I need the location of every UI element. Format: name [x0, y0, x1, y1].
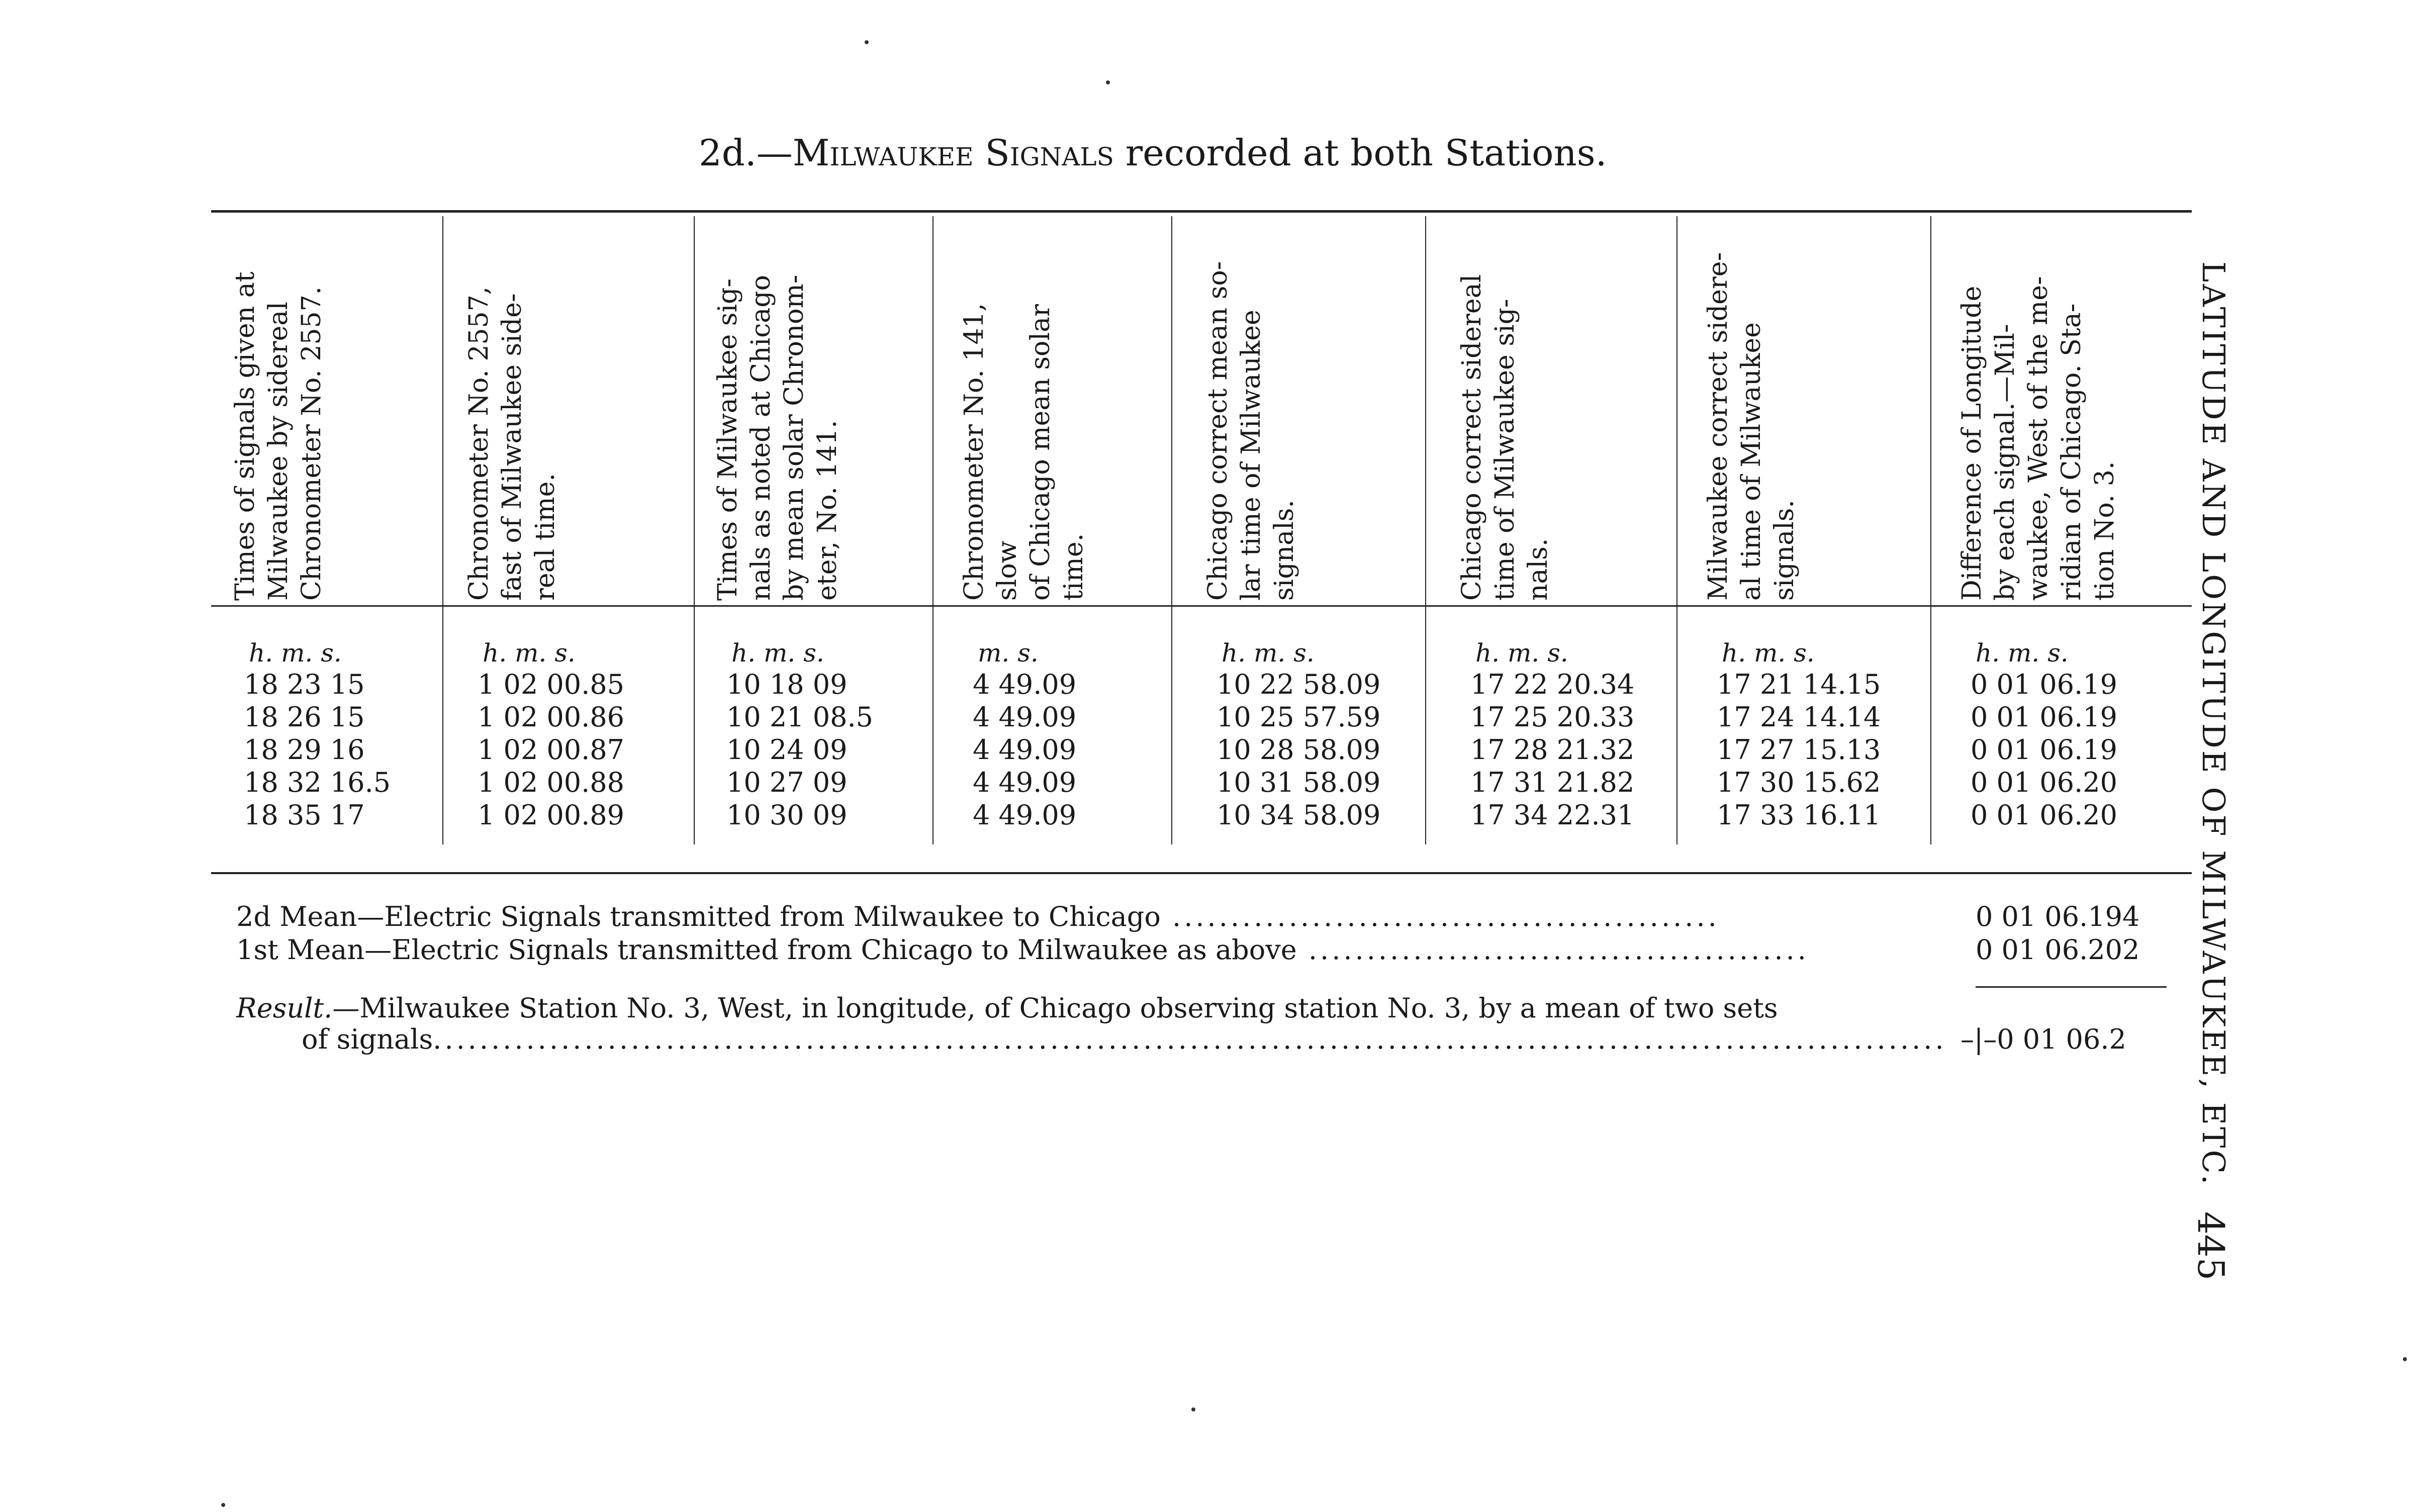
scan-speck [1106, 80, 1110, 84]
column-header-line: Chronometer No. 2557. [297, 286, 327, 601]
column-header-line: tion No. 3. [2090, 461, 2120, 601]
mean-2d-value: 0 01 06.194 [1976, 901, 2140, 932]
column-units: h. m. s. [249, 638, 342, 668]
column-header-line: Times of signals given at [230, 271, 260, 601]
scan-speck [865, 40, 869, 44]
column-separator [1930, 216, 1931, 844]
table-cell: 18 23 15 [244, 669, 365, 700]
column-header-line: signals. [1769, 500, 1800, 601]
column-header-3 [711, 239, 922, 601]
column-separator [1171, 216, 1172, 844]
mean-1st-label: 1st Mean—Electric Signals transmitted from Chicago to Milwaukee as above ........................................... [236, 934, 1809, 966]
column-header-line: time of Milwaukee sig- [1490, 299, 1520, 601]
scan-speck [2403, 1357, 2407, 1361]
table-cell: 10 21 08.5 [726, 701, 873, 733]
header-bottom-rule [211, 605, 2192, 607]
table-bottom-rule [211, 872, 2192, 874]
table-cell: 10 22 58.09 [1217, 669, 1381, 700]
table-cell: 0 01 06.20 [1971, 799, 2117, 831]
column-units: h. m. s. [483, 638, 576, 668]
result-text-continued: of signals.................................................................................................................................. [302, 1023, 1947, 1055]
column-header-1 [229, 239, 440, 601]
table-cell: 4 49.09 [973, 767, 1077, 798]
table-title: 2d.—Milwaukee Signals recorded at both Stations. [699, 132, 1607, 174]
column-header-2 [462, 239, 674, 601]
result-rule [1976, 986, 2167, 988]
table-cell: 10 24 09 [726, 734, 848, 766]
table-cell: 1 02 00.89 [478, 799, 624, 831]
table-cell: 1 02 00.86 [478, 701, 624, 733]
column-header-line: Chronometer No. 2557, [464, 286, 494, 601]
column-header-7 [1702, 239, 1913, 601]
table-cell: 10 25 57.59 [1217, 701, 1381, 733]
column-units: h. m. s. [1976, 638, 2069, 668]
table-cell: 4 49.09 [973, 799, 1077, 831]
mean-1st-value: 0 01 06.202 [1976, 934, 2140, 966]
table-cell: 0 01 06.19 [1971, 734, 2117, 766]
column-separator [932, 216, 933, 844]
table-cell: 18 29 16 [244, 734, 365, 766]
table-cell: 17 28 21.32 [1470, 734, 1635, 766]
column-header-line: fast of Milwaukee side- [497, 293, 527, 601]
page-number: 445 [2190, 1211, 2232, 1281]
column-header-line: signals. [1269, 500, 1299, 601]
column-header-8 [1955, 239, 2167, 601]
table-cell: 17 31 21.82 [1470, 767, 1635, 798]
table-cell: 18 32 16.5 [244, 767, 391, 798]
column-header-line: eter, No. 141. [812, 420, 843, 601]
table-cell: 10 30 09 [726, 799, 848, 831]
table-cell: 1 02 00.88 [478, 767, 624, 798]
column-separator [694, 216, 695, 844]
column-header-line: Chronometer No. 141, slow [959, 303, 1022, 601]
column-header-line: ridian of Chicago. Sta- [2057, 303, 2087, 601]
column-header-line: Times of Milwaukee sig- [713, 278, 743, 601]
table-cell: 17 24 14.14 [1717, 701, 1881, 733]
table-cell: 10 34 58.09 [1217, 799, 1381, 831]
mean-2d-label: 2d Mean—Electric Signals transmitted from Milwaukee to Chicago ............................................... [236, 901, 1720, 932]
column-separator [442, 216, 443, 844]
column-header-line: Milwaukee correct sidere- [1703, 252, 1733, 601]
column-header-line: waukee, West of the me- [2023, 276, 2053, 601]
column-header-line: of Chicago mean solar [1025, 304, 1056, 601]
column-header-line: by mean solar Chronom- [779, 274, 809, 601]
column-header-line: al time of Milwaukee [1736, 322, 1766, 601]
column-header-5 [1201, 239, 1413, 601]
column-units: h. m. s. [1222, 638, 1315, 668]
table-cell: 1 02 00.87 [478, 734, 624, 766]
running-head: LATITUDE AND LONGITUDE OF MILWAUKEE, ETC. [2195, 261, 2232, 1187]
table-cell: 10 31 58.09 [1217, 767, 1381, 798]
table-cell: 17 34 22.31 [1470, 799, 1635, 831]
table-cell: 17 27 15.13 [1717, 734, 1881, 766]
table-top-rule [211, 210, 2192, 213]
table-cell: 4 49.09 [973, 734, 1077, 766]
table-cell: 0 01 06.19 [1971, 669, 2117, 700]
table-cell: 4 49.09 [973, 701, 1077, 733]
result-text: Result.—Milwaukee Station No. 3, West, in longitude, of Chicago observing station No. 3, by a mean of two sets [236, 992, 1778, 1024]
column-header-line: time. [1059, 533, 1089, 601]
table-cell: 10 27 09 [726, 767, 848, 798]
column-units: h. m. s. [731, 638, 824, 668]
table-cell: 17 25 20.33 [1470, 701, 1635, 733]
column-units: h. m. s. [1475, 638, 1568, 668]
column-header-line: Chicago correct mean so- [1203, 261, 1233, 601]
table-cell: 4 49.09 [973, 669, 1077, 700]
column-header-line: by each signal.—Mil- [1990, 324, 2020, 601]
table-cell: 10 18 09 [726, 669, 848, 700]
column-units: m. s. [978, 638, 1039, 668]
column-separator [1425, 216, 1426, 844]
table-cell: 17 22 20.34 [1470, 669, 1635, 700]
table-cell: 17 30 15.62 [1717, 767, 1881, 798]
table-cell: 1 02 00.85 [478, 669, 624, 700]
table-cell: 0 01 06.19 [1971, 701, 2117, 733]
scan-speck [1191, 1407, 1195, 1411]
column-header-line: lar time of Milwaukee [1236, 310, 1266, 601]
column-header-line: Milwaukee by sidereal [263, 302, 294, 601]
column-units: h. m. s. [1722, 638, 1815, 668]
column-header-6 [1455, 239, 1666, 601]
table-cell: 18 35 17 [244, 799, 365, 831]
column-header-line: Chicago correct sidereal [1457, 274, 1487, 601]
column-separator [1676, 216, 1677, 844]
table-cell: 18 26 15 [244, 701, 365, 733]
column-header-line: Difference of Longitude [1957, 286, 1987, 601]
table-cell: 17 21 14.15 [1717, 669, 1881, 700]
result-value: –|–0 01 06.2 [1960, 1023, 2126, 1055]
column-header-line: nals. [1523, 538, 1553, 601]
table-cell: 17 33 16.11 [1717, 799, 1881, 831]
table-cell: 10 28 58.09 [1217, 734, 1381, 766]
scan-speck [221, 1503, 225, 1507]
column-header-4 [958, 239, 1169, 601]
column-header-line: real time. [530, 473, 561, 601]
column-header-line: nals as noted at Chicago [746, 275, 776, 601]
table-cell: 0 01 06.20 [1971, 767, 2117, 798]
